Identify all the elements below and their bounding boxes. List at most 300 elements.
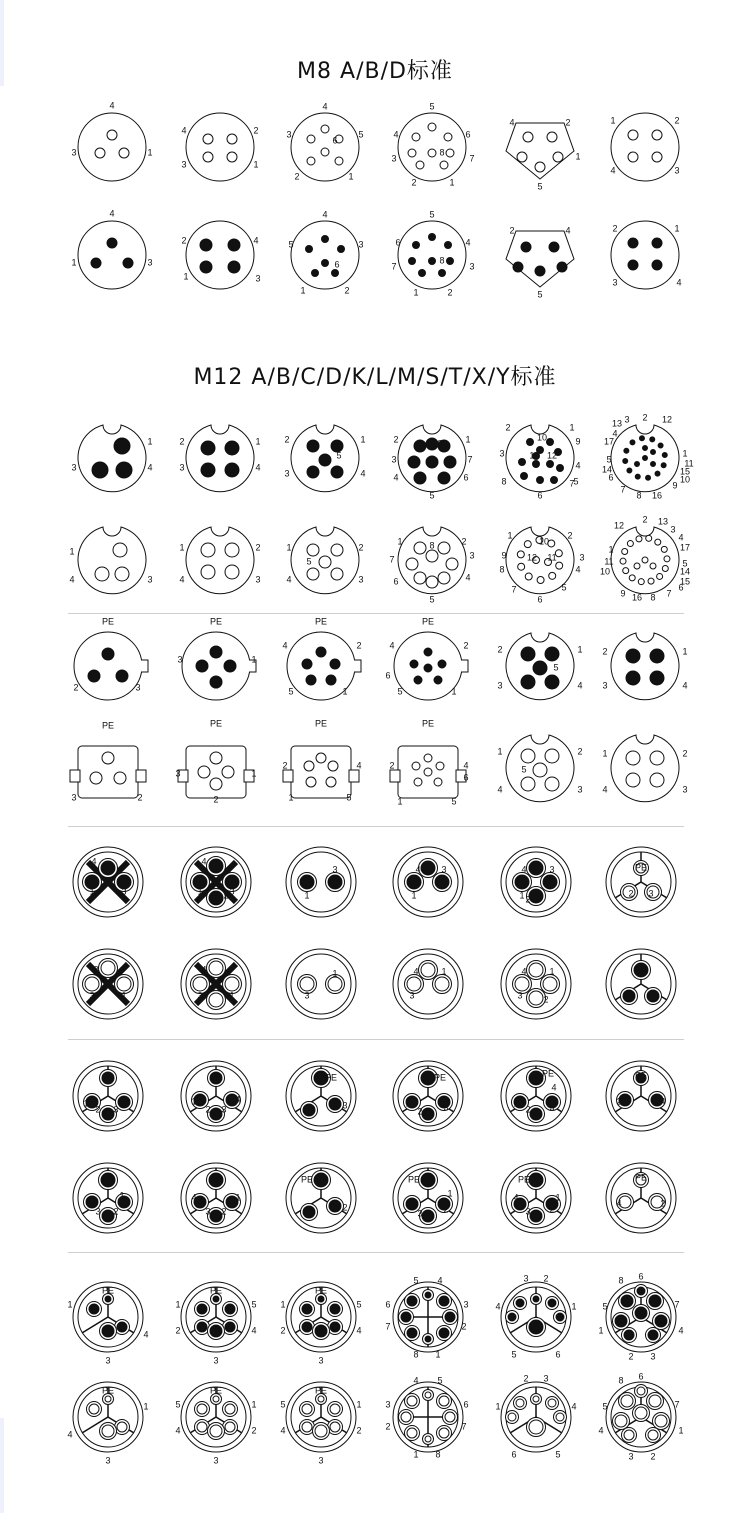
socket-contact (523, 132, 533, 142)
pin-number: 3 (318, 1455, 324, 1466)
pin-contact (118, 1096, 130, 1108)
pin-contact (545, 675, 559, 689)
m8-female-connector (181, 113, 258, 181)
pin-number: 5 (511, 1349, 517, 1360)
pin-number: 10 (536, 432, 548, 443)
pin-number: 1 (413, 287, 419, 298)
pin-number: 2 (344, 285, 350, 296)
m12-power-female-connector (598, 1371, 683, 1461)
socket-contact (524, 541, 531, 548)
pin-number: 4 (235, 1094, 241, 1105)
pin-number: 2 (342, 1202, 348, 1213)
pin-contact (107, 238, 117, 248)
m12-power-male-connector (286, 847, 356, 917)
pin-contact (513, 262, 523, 272)
connector-body (393, 847, 463, 917)
pin-contact (228, 239, 240, 251)
pin-number: 3 (89, 990, 95, 1001)
socket-contact (529, 1420, 543, 1434)
pin-number: 4 (143, 1329, 149, 1340)
pin-number: 2 (253, 125, 259, 136)
socket-contact (85, 977, 99, 991)
pin-number: 5 (602, 1401, 608, 1412)
pin-number: 2 (642, 514, 648, 525)
pin-number: 4 (598, 1425, 604, 1436)
socket-contact (407, 977, 421, 991)
coding-key (70, 770, 80, 782)
pin-contact (413, 242, 420, 249)
m12-power-female-connector (501, 1163, 571, 1233)
m12-power-male-connector (73, 847, 143, 917)
socket-contact (649, 1395, 661, 1407)
socket-contact (650, 563, 656, 569)
pin-number: 3 (255, 574, 261, 585)
pin-number: 3 (358, 574, 364, 585)
socket-contact (428, 123, 436, 131)
pin-contact (557, 465, 564, 472)
socket-contact (525, 573, 532, 580)
socket-contact (406, 558, 418, 570)
pin-number: 2 (213, 680, 219, 691)
socket-contact (637, 1387, 645, 1395)
m12-power-male-connector (495, 1273, 576, 1359)
socket-contact (642, 557, 648, 563)
socket-contact (193, 977, 207, 991)
pin-contact (200, 261, 212, 273)
pin-number: 1 (251, 1399, 257, 1410)
pin-contact (651, 450, 656, 455)
pin-contact (521, 473, 528, 480)
pin-number: 9 (672, 480, 678, 491)
socket-contact (210, 1425, 222, 1437)
connector-body (611, 633, 679, 700)
pin-number: 8 (437, 438, 443, 449)
pin-number: 3 (543, 1373, 549, 1384)
pin-number: 2 (549, 1204, 555, 1215)
pin-number: 3 (358, 239, 364, 250)
connector-body (611, 221, 682, 289)
socket-contact (624, 1430, 634, 1440)
pin-contact (650, 437, 655, 442)
pin-number: PE (634, 1172, 648, 1183)
pin-number: 5 (537, 181, 543, 192)
pin-number: 5 (397, 686, 403, 697)
pin-number: 6 (608, 472, 614, 483)
pin-number: 15 (679, 466, 691, 477)
socket-contact (302, 1422, 312, 1432)
socket-contact (209, 961, 223, 975)
pin-number: 3 (579, 552, 585, 563)
pin-number: PE (314, 718, 328, 729)
pin-number: PE (324, 1072, 338, 1083)
pin-number: 3 (612, 277, 618, 288)
pin-number: 3 (175, 768, 181, 779)
pin-contact (624, 1330, 634, 1340)
socket-contact (197, 1422, 207, 1432)
pin-number: 16 (651, 490, 663, 501)
socket-contact (518, 563, 525, 570)
pin-number: 2 (628, 888, 634, 899)
socket-contact (636, 536, 642, 542)
pin-number: 2 (284, 434, 290, 445)
pin-number: 4 (495, 1301, 501, 1312)
pin-contact (519, 459, 526, 466)
pin-number: 3 (523, 1273, 529, 1284)
pin-contact (626, 649, 640, 663)
m12-power-male-connector (175, 1282, 256, 1365)
m12-power-male-connector (67, 1282, 148, 1365)
pin-number: 14 (679, 566, 691, 577)
socket-contact (615, 1415, 627, 1427)
socket-contact (553, 152, 563, 162)
pin-number: 5 (175, 1399, 181, 1410)
pin-number: 5 (356, 1299, 362, 1310)
pin-number: 4 (437, 1275, 443, 1286)
pin-number: 3 (499, 448, 505, 459)
pin-contact (422, 1210, 434, 1222)
socket-contact (543, 977, 557, 991)
pin-number: 3 (105, 1455, 111, 1466)
pin-contact (557, 262, 567, 272)
pin-number: 1 (175, 1299, 181, 1310)
m12-pe-male-connector (177, 616, 256, 700)
m12-a-female-connector (389, 527, 474, 604)
pin-number: 2 (505, 422, 511, 433)
m12-power-male-connector (393, 847, 463, 917)
socket-contact (621, 1395, 633, 1407)
socket-contact (401, 1412, 411, 1422)
socket-contact (115, 567, 129, 581)
pin-contact (117, 1322, 127, 1332)
socket-contact (439, 1428, 449, 1438)
pin-contact (655, 1315, 667, 1327)
connector-body (186, 221, 254, 289)
pin-number: 2 (650, 1451, 656, 1462)
socket-contact (331, 544, 343, 556)
m12-power-female-connector (73, 1163, 143, 1233)
pin-number: 3 (602, 680, 608, 691)
socket-contact (326, 777, 336, 787)
pin-contact (508, 1313, 516, 1321)
pin-number: 1 (255, 436, 261, 447)
pin-number: 1 (83, 1098, 89, 1109)
socket-contact (119, 148, 129, 158)
m12-power-female-connector (73, 949, 143, 1019)
pin-number: 2 (461, 536, 467, 547)
pin-number: 12 (546, 450, 558, 461)
pin-number: 7 (666, 588, 672, 599)
socket-contact (307, 157, 315, 165)
pin-number: 1 (147, 147, 153, 158)
pin-contact (527, 439, 534, 446)
pin-number: 5 (288, 686, 294, 697)
pin-contact (530, 1108, 542, 1120)
m12-a-female-connector (69, 527, 152, 594)
socket-contact (549, 572, 556, 579)
pin-number: 5 (251, 1299, 257, 1310)
pin-contact (426, 456, 438, 468)
pin-number: 1 (575, 151, 581, 162)
pin-contact (529, 1071, 543, 1085)
connector-body (78, 527, 146, 594)
pin-number: 3 (682, 784, 688, 795)
socket-contact (213, 1396, 219, 1402)
pin-contact (662, 452, 667, 457)
pin-contact (621, 1295, 633, 1307)
pin-number: 3 (71, 462, 77, 473)
pin-number: PE (634, 1070, 648, 1081)
pin-number: 6 (511, 1449, 517, 1460)
pin-number: 1 (356, 1399, 362, 1410)
pin-number: 4 (415, 864, 421, 875)
pin-contact (439, 270, 446, 277)
m12-pe-male-connector (385, 616, 468, 700)
socket-contact (545, 777, 559, 791)
pin-contact (639, 436, 644, 441)
pin-contact (105, 1296, 111, 1302)
m12-pe-female-connector (70, 720, 146, 802)
m12-power-male-connector (73, 1061, 143, 1131)
pin-contact (655, 471, 660, 476)
pin-number: 5 (561, 582, 567, 593)
pin-number: 3 (105, 1355, 111, 1366)
pin-number: 1 (143, 1401, 149, 1412)
pin-contact (421, 861, 435, 875)
socket-contact (209, 993, 223, 1007)
pin-number: 2 (358, 542, 364, 553)
pin-number: PE (101, 1285, 115, 1296)
pin-contact (652, 238, 662, 248)
m12-pe-male-connector (282, 616, 361, 700)
socket-contact (661, 546, 667, 552)
coding-key (136, 770, 146, 782)
pin-contact (438, 660, 446, 668)
connector-body (506, 231, 574, 287)
pin-number: 3 (391, 454, 397, 465)
pin-number: 1 (71, 257, 77, 268)
pin-contact (406, 1198, 418, 1210)
pin-contact (228, 261, 240, 273)
pin-number: 3 (121, 886, 127, 897)
pin-number: 6 (385, 1299, 391, 1310)
pin-number: 1 (555, 1192, 561, 1203)
pin-number: 3 (71, 792, 77, 803)
pin-number: 1 (569, 422, 575, 433)
socket-contact (425, 1436, 431, 1442)
m12-a-male-connector (602, 412, 694, 500)
socket-contact (529, 963, 543, 977)
pin-number: 3 (213, 1355, 219, 1366)
pin-number: 1 (183, 271, 189, 282)
pin-number: 1 (519, 890, 525, 901)
pin-number: 3 (221, 1104, 227, 1115)
pin-contact (332, 270, 339, 277)
pin-number: 1 (451, 686, 457, 697)
pin-number: 1 (397, 536, 403, 547)
pin-number: 8 (636, 490, 642, 501)
pin-number: 6 (395, 237, 401, 248)
socket-contact (652, 152, 662, 162)
m12-power-male-connector (606, 847, 676, 917)
socket-contact (335, 157, 343, 165)
pin-number: 4 (413, 966, 419, 977)
pin-number: 2 (308, 1106, 314, 1117)
m12-a-male-connector (179, 425, 260, 492)
pin-contact (533, 1296, 539, 1302)
socket-contact (101, 961, 115, 975)
pin-contact (635, 474, 640, 479)
m12-power-female-connector (501, 949, 571, 1019)
pin-number: 7 (569, 478, 575, 489)
pin-number: 13 (657, 516, 669, 527)
pin-contact (529, 1173, 543, 1187)
socket-contact (556, 1413, 564, 1421)
pin-contact (521, 675, 535, 689)
pin-number: PE (407, 1174, 421, 1185)
socket-contact (446, 149, 454, 157)
pin-contact (635, 462, 640, 467)
pin-number: PE (421, 718, 435, 729)
pin-contact (658, 443, 663, 448)
pin-number: 14 (601, 464, 613, 475)
socket-contact (533, 763, 547, 777)
pin-contact (89, 1304, 99, 1314)
socket-contact (635, 1407, 647, 1419)
pin-contact (643, 446, 648, 451)
pin-number: 4 (360, 468, 366, 479)
pin-contact (516, 1299, 524, 1307)
pin-number: 1 (608, 544, 614, 555)
socket-contact (90, 772, 102, 784)
socket-contact (198, 766, 210, 778)
pin-number: 5 (553, 662, 559, 673)
pin-number: 3 (577, 784, 583, 795)
pin-number: 2 (223, 890, 229, 901)
pin-contact (407, 875, 421, 889)
pin-contact (623, 459, 628, 464)
socket-contact (628, 152, 638, 162)
socket-contact (646, 535, 652, 541)
pin-contact (624, 448, 629, 453)
pin-number: 1 (435, 1349, 441, 1360)
socket-contact (439, 1396, 449, 1406)
pin-contact (547, 439, 554, 446)
pin-number: 1 (300, 285, 306, 296)
pin-contact (661, 463, 666, 468)
pin-number: 2 (461, 1321, 467, 1332)
m12-a-female-connector (179, 527, 260, 594)
pin-number: 2 (205, 1104, 211, 1115)
pin-contact (331, 466, 343, 478)
pin-number: 2 (389, 760, 395, 771)
socket-contact (414, 778, 422, 786)
pin-contact (102, 1108, 114, 1120)
pin-number: 5 (346, 792, 352, 803)
pin-number: 1 (602, 748, 608, 759)
pin-number: 4 (389, 640, 395, 651)
pin-number: 4 (201, 964, 207, 975)
pin-number: 8 (618, 1375, 624, 1386)
pin-contact (521, 647, 535, 661)
pin-number: 4 (322, 101, 328, 112)
pin-number: 3 (409, 990, 415, 1001)
pin-number: 5 (429, 101, 435, 112)
pin-number: 1 (497, 746, 503, 757)
pin-number: 4 (577, 680, 583, 691)
pin-number: 17 (679, 542, 691, 553)
pin-number: 3 (71, 147, 77, 158)
pin-number: 5 (288, 239, 294, 250)
connector-body (78, 113, 146, 181)
pin-number: 1 (235, 1192, 241, 1203)
socket-contact (107, 130, 117, 140)
pin-number: 3 (469, 550, 475, 561)
socket-contact (225, 1404, 235, 1414)
socket-contact (623, 568, 629, 574)
coding-key (390, 770, 400, 782)
pin-number: 3 (179, 462, 185, 473)
connector-body (78, 221, 146, 289)
pin-number: PE (314, 1385, 328, 1396)
pin-contact (429, 234, 436, 241)
pin-contact (422, 1108, 434, 1120)
pin-number: 4 (147, 462, 153, 473)
socket-contact (197, 1404, 207, 1414)
m8-male-connector (288, 209, 363, 295)
socket-contact (102, 752, 114, 764)
m8-female-connector (71, 100, 152, 181)
pin-number: 3 (391, 153, 397, 164)
socket-contact (650, 773, 664, 787)
pin-number: 6 (638, 1371, 644, 1382)
pin-contact (307, 466, 319, 478)
pin-contact (102, 648, 114, 660)
pin-number: 13 (611, 418, 623, 429)
pin-number: 4 (513, 1192, 519, 1203)
pin-contact (302, 659, 312, 669)
m12-power-female-connector (280, 1382, 361, 1465)
pin-number: 2 (113, 1206, 119, 1217)
socket-contact (548, 1399, 556, 1407)
pin-number: 7 (385, 1321, 391, 1332)
pin-contact (438, 472, 450, 484)
pin-number: PE (517, 1174, 531, 1185)
pin-number: PE (433, 1072, 447, 1083)
pin-number: 8 (618, 1275, 624, 1286)
pin-number: 5 (429, 594, 435, 605)
pin-number: 1 (253, 159, 259, 170)
pin-number: 10 (599, 566, 611, 577)
pin-number: 1 (251, 768, 257, 779)
m12-pe-female-connector (175, 718, 256, 804)
pin-number: 1 (280, 1299, 286, 1310)
pin-contact (650, 671, 664, 685)
pin-number: 4 (497, 784, 503, 795)
pin-number: 3 (624, 414, 630, 425)
pin-number: 4 (465, 237, 471, 248)
connector-body (186, 113, 254, 181)
socket-contact (201, 543, 215, 557)
pin-number: 4 (286, 574, 292, 585)
pin-number: 3 (648, 888, 654, 899)
pin-number: 11 (684, 458, 694, 469)
pin-contact (429, 258, 436, 265)
pin-number: 4 (255, 462, 261, 473)
socket-contact (328, 761, 338, 771)
pin-number: 2 (356, 640, 362, 651)
socket-contact (225, 543, 239, 557)
pin-number: 1 (121, 990, 127, 1001)
